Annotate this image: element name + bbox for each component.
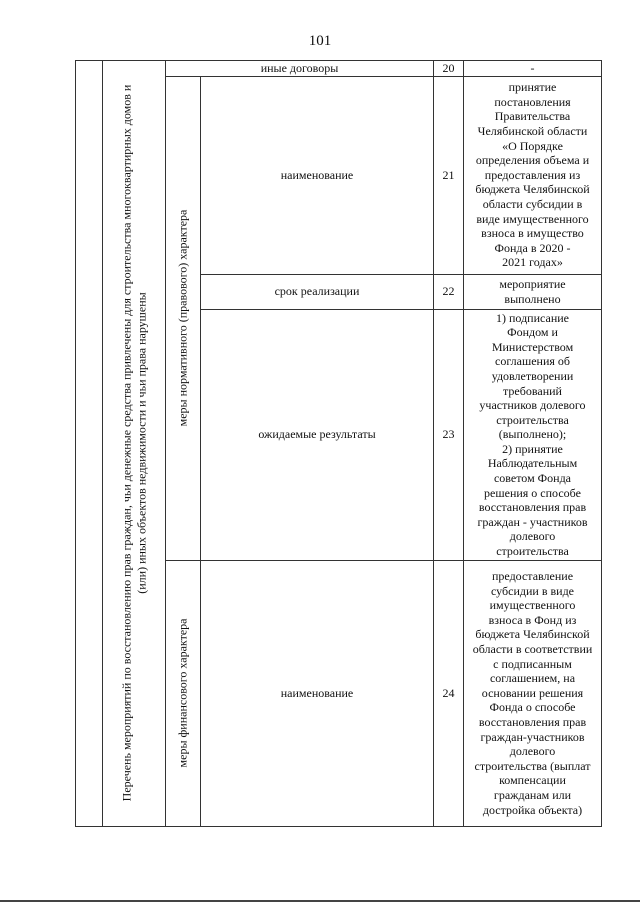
row-number-cell: 22 xyxy=(434,274,464,309)
table-row xyxy=(76,61,602,77)
value-cell: предоставление субсидии в виде имущественного взноса в Фонд из бюджета Челябинской области в соответствии с подписанным соглашением, на основании решения Фонда о способе восстановления прав граждан-участников долевого строительства (выплат компенсации гражданам или достройка объекта) xyxy=(464,560,602,826)
row-number-cell: 21 xyxy=(434,76,464,274)
row-number-cell: 24 xyxy=(434,560,464,826)
group-label-cell xyxy=(166,76,201,560)
row-number-cell: 23 xyxy=(434,309,464,560)
group-label-financial: меры финансового характера xyxy=(175,618,190,768)
value-cell: принятие постановления Правительства Челябинской области «О Порядке определения объема и предоставления из бюджета Челябинской области субсидии в виде имущественного взноса в имущество Фонда в 2020 - 2021 годах» xyxy=(464,76,602,274)
field-name-cell: иные договоры xyxy=(166,61,434,77)
value-cell: мероприятие выполнено xyxy=(464,274,602,309)
field-name-cell: ожидаемые результаты xyxy=(201,309,434,560)
section-label: Перечень мероприятий по восстановлению прав граждан, чьи денежные средства привлечены для строительства многоквартирных домов и (или) иных объектов недвижимости и чьи права нарушены xyxy=(119,84,148,802)
page-number: 101 xyxy=(308,33,332,49)
row-number-cell: 20 xyxy=(434,61,464,77)
group-label-cell xyxy=(166,560,201,826)
field-name-cell: наименование xyxy=(201,76,434,274)
field-name-cell: наименование xyxy=(201,560,434,826)
measures-table xyxy=(75,60,602,827)
bottom-rule xyxy=(0,900,640,902)
section-label-cell xyxy=(103,61,166,827)
value-cell: - xyxy=(464,61,602,77)
blank-margin-cell xyxy=(76,61,103,827)
group-label-legal: меры нормативного (правового) характера xyxy=(175,209,190,427)
value-cell: 1) подписание Фондом и Министерством соглашения об удовлетворении требований участников долевого строительства (выполнено); 2) принятие Наблюдательным советом Фонда решения о способе восстановления прав граждан - участников долевого строительства xyxy=(464,309,602,560)
field-name-cell: срок реализации xyxy=(201,274,434,309)
